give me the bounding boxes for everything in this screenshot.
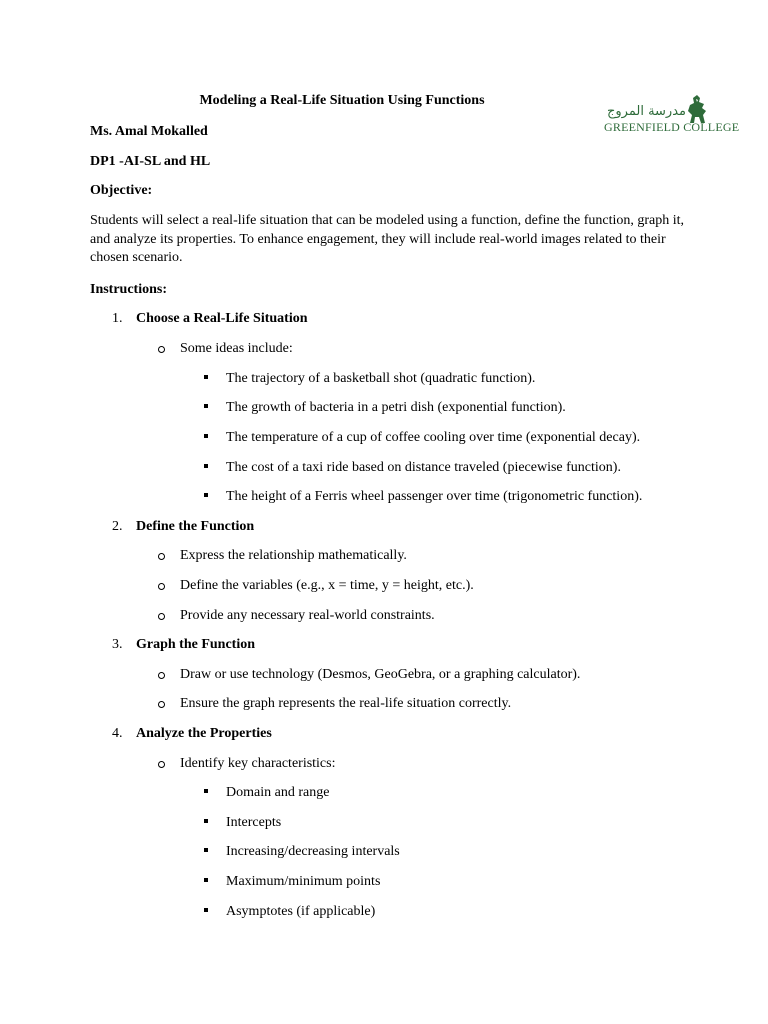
circle-bullet-icon xyxy=(158,583,165,590)
sub-list-item: The trajectory of a basketball shot (quadratic function). xyxy=(226,371,536,386)
sub-list-item: Intercepts xyxy=(226,815,282,830)
square-bullet-icon xyxy=(204,464,208,468)
square-bullet-icon xyxy=(204,819,208,823)
teacher-name: Ms. Amal Mokalled xyxy=(90,124,208,139)
sub-list-item: The temperature of a cup of coffee cooling over time (exponential decay). xyxy=(226,430,641,445)
section-number: 2. xyxy=(112,519,123,534)
section-heading: Define the Function xyxy=(136,519,255,534)
list-item: Identify key characteristics: xyxy=(180,756,336,771)
circle-bullet-icon xyxy=(158,613,165,620)
section-number: 1. xyxy=(112,311,123,326)
list-item: Provide any necessary real-world constraints. xyxy=(180,608,435,623)
square-bullet-icon xyxy=(204,375,208,379)
square-bullet-icon xyxy=(204,789,208,793)
section-heading: Choose a Real-Life Situation xyxy=(136,311,308,326)
square-bullet-icon xyxy=(204,908,208,912)
circle-bullet-icon xyxy=(158,701,165,708)
circle-bullet-icon xyxy=(158,346,165,353)
logo-arabic-text: مدرسة المروج xyxy=(607,104,686,119)
document-title: Modeling a Real-Life Situation Using Functions xyxy=(199,93,485,108)
section-heading: Graph the Function xyxy=(136,637,256,652)
sub-list-item: The growth of bacteria in a petri dish (exponential function). xyxy=(226,400,566,415)
list-item: Draw or use technology (Desmos, GeoGebra, or a graphing calculator). xyxy=(180,667,581,682)
section-heading: Analyze the Properties xyxy=(136,726,272,741)
course-code: DP1 -AI-SL and HL xyxy=(90,154,211,169)
objective-heading: Objective: xyxy=(90,183,153,198)
square-bullet-icon xyxy=(204,434,208,438)
sub-list-item: Maximum/minimum points xyxy=(226,874,381,889)
square-bullet-icon xyxy=(204,848,208,852)
list-item: Express the relationship mathematically. xyxy=(180,548,407,563)
sub-list-item: The height of a Ferris wheel passenger over time (trigonometric function). xyxy=(226,489,643,504)
logo-college-name: GREENFIELD COLLEGE xyxy=(604,120,740,134)
section-number: 3. xyxy=(112,637,123,652)
instructions-heading: Instructions: xyxy=(90,282,168,297)
circle-bullet-icon xyxy=(158,761,165,768)
circle-bullet-icon xyxy=(158,672,165,679)
sub-list-item: The cost of a taxi ride based on distance traveled (piecewise function). xyxy=(226,460,621,475)
sub-list-item: Asymptotes (if applicable) xyxy=(226,904,376,919)
list-item: Define the variables (e.g., x = time, y = height, etc.). xyxy=(180,578,474,593)
list-item: Ensure the graph represents the real-life situation correctly. xyxy=(180,696,512,711)
sub-list-item: Domain and range xyxy=(226,785,330,800)
objective-text: Students will select a real-life situation that can be modeled using a function, define the function, graph it, and analyze its properties. To enhance engagement, they will include real-world images related to their chosen scenario. xyxy=(90,213,685,265)
sub-list-item: Increasing/decreasing intervals xyxy=(226,844,400,859)
school-logo xyxy=(600,93,740,137)
square-bullet-icon xyxy=(204,878,208,882)
circle-bullet-icon xyxy=(158,553,165,560)
square-bullet-icon xyxy=(204,404,208,408)
section-number: 4. xyxy=(112,726,123,741)
list-item: Some ideas include: xyxy=(180,341,293,356)
square-bullet-icon xyxy=(204,493,208,497)
